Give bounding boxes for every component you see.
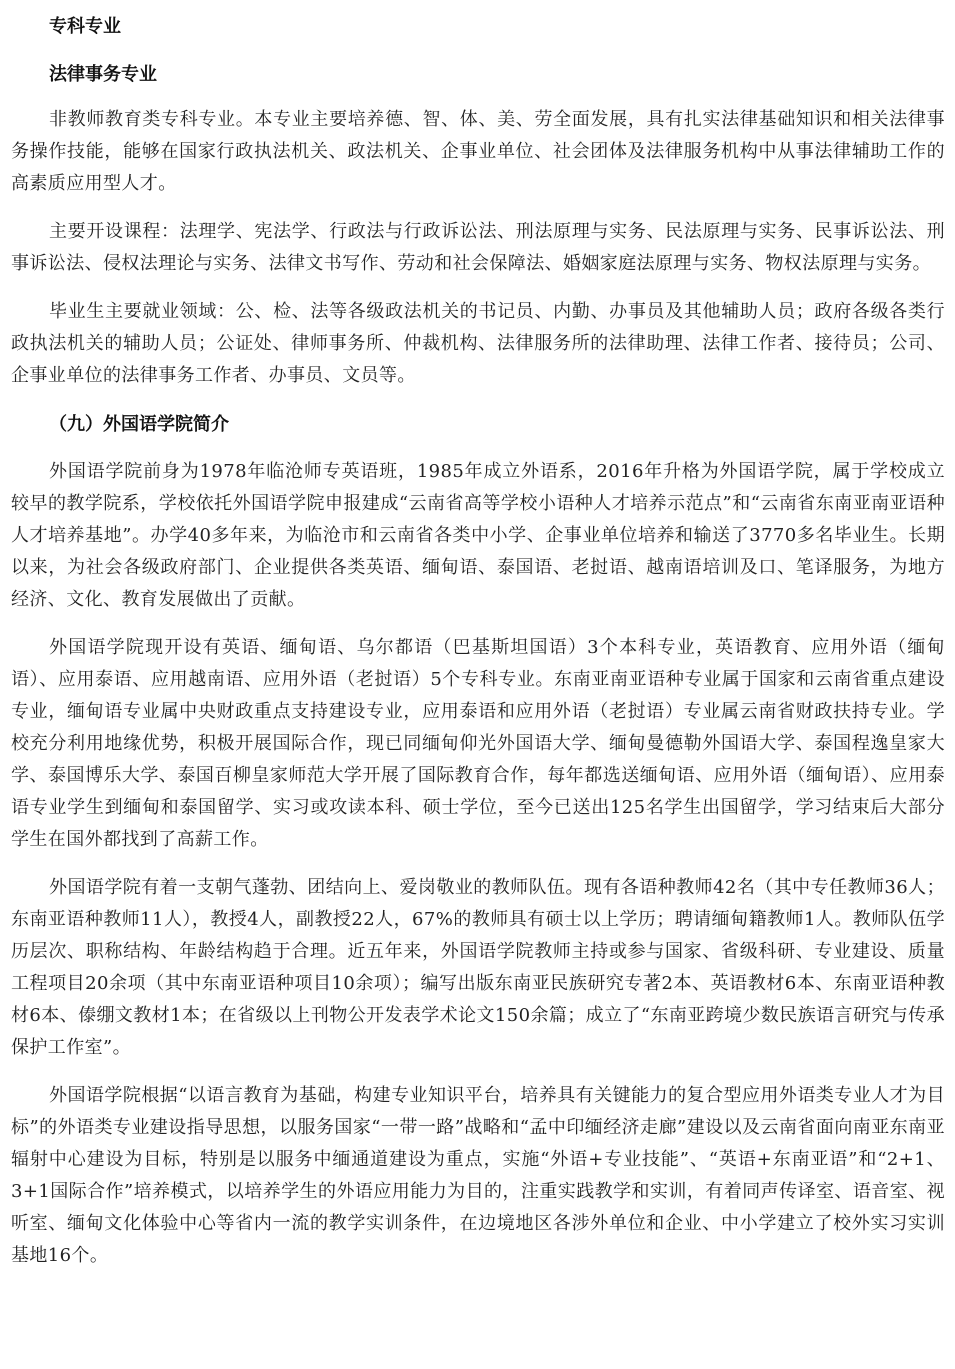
paragraph-fl-history: 外国语学院前身为1978年临沧师专英语班，1985年成立外语系，2016年升格为外国语学院，属于学校成立较早的教学院系，学校依托外国语学院申报建成“云南省高等学校小语种人才培养示范点”和“云南省东南亚南亚语种人才培养基地”。办学40多年来，为临沧市和云南省各类中小学、企事业单位培养和输送了3770多名毕业生。长期以来，为社会各级政府部门、企业提供各类英语、缅甸语、泰国语、老挝语、越南语培训及口、笔译服务，为地方经济、文化、教育发展做出了贡献。 <box>11 461 945 610</box>
paragraph-law-courses: 主要开设课程：法理学、宪法学、行政法与行政诉讼法、刑法原理与实务、民法原理与实务、民事诉讼法、刑事诉讼法、侵权法理论与实务、法律文书写作、劳动和社会保障法、婚姻家庭法原理与实务、物权法原理与实务。 <box>11 221 945 274</box>
paragraph-fl-philosophy: 外国语学院根据“以语言教育为基础，构建专业知识平台，培养具有关键能力的复合型应用外语类专业人才为目标”的外语类专业建设指导思想，以服务国家“一带一路”战略和“孟中印缅经济走廊”建设以及云南省面向南亚东南亚辐射中心建设为目标，特别是以服务中缅通道建设为重点，实施“外语+专业技能”、“英语+东南亚语”和“2+1、3+1国际合作”培养模式，以培养学生的外语应用能力为目的，注重实践教学和实训，有着同声传译室、语音室、视听室、缅甸文化体验中心等省内一流的教学实训条件，在边境地区各涉外单位和企业、中小学建立了校外实习实训基地16个。 <box>11 1085 945 1266</box>
paragraph-law-employment: 毕业生主要就业领域：公、检、法等各级政法机关的书记员、内勤、办事员及其他辅助人员；政府各级各类行政执法机关的辅助人员；公证处、律师事务所、仲裁机构、法律服务所的法律助理、法律工作者、接待员；公司、企事业单位的法律事务工作者、办事员、文员等。 <box>11 301 945 386</box>
paragraph-fl-programs: 外国语学院现开设有英语、缅甸语、乌尔都语（巴基斯坦国语）3个本科专业，英语教育、应用外语（缅甸语）、应用泰语、应用越南语、应用外语（老挝语）5个专科专业。东南亚南亚语种专业属于国家和云南省重点建设专业，缅甸语专业属中央财政重点支持建设专业，应用泰语和应用外语（老挝语）专业属云南省财政扶持专业。学校充分利用地缘优势，积极开展国际合作，现已同缅甸仰光外国语大学、缅甸曼德勒外国语大学、泰国程逸皇家大学、泰国博乐大学、泰国百柳皇家师范大学开展了国际教育合作，每年都选送缅甸语、应用外语（缅甸语）、应用泰语专业学生到缅甸和泰国留学、实习或攻读本科、硕士学位，至今已送出125名学生出国留学，学习结束后大部分学生在国外都找到了高薪工作。 <box>11 637 945 850</box>
document-page <box>11 0 945 1272</box>
paragraph-law-intro: 非教师教育类专科专业。本专业主要培养德、智、体、美、劳全面发展，具有扎实法律基础知识和相关法律事务操作技能，能够在国家行政执法机关、政法机关、企事业单位、社会团体及法律服务机构中从事法律辅助工作的高素质应用型人才。 <box>11 109 945 194</box>
heading-foreign-language-college: （九）外国语学院简介 <box>49 414 229 435</box>
heading-law-affairs: 法律事务专业 <box>49 64 157 85</box>
heading-specialty: 专科专业 <box>49 16 121 37</box>
paragraph-fl-faculty: 外国语学院有着一支朝气蓬勃、团结向上、爱岗敬业的教师队伍。现有各语种教师42名（其中专任教师36人；东南亚语种教师11人），教授4人，副教授22人，67%的教师具有硕士以上学历；聘请缅甸籍教师1人。教师队伍学历层次、职称结构、年龄结构趋于合理。近五年来，外国语学院教师主持或参与国家、省级科研、专业建设、质量工程项目20余项（其中东南亚语种项目10余项）；编写出版东南亚民族研究专著2本、英语教材6本、东南亚语种教材6本、傣绷文教材1本；在省级以上刊物公开发表学术论文150余篇；成立了“东南亚跨境少数民族语言研究与传承保护工作室”。 <box>11 877 945 1058</box>
